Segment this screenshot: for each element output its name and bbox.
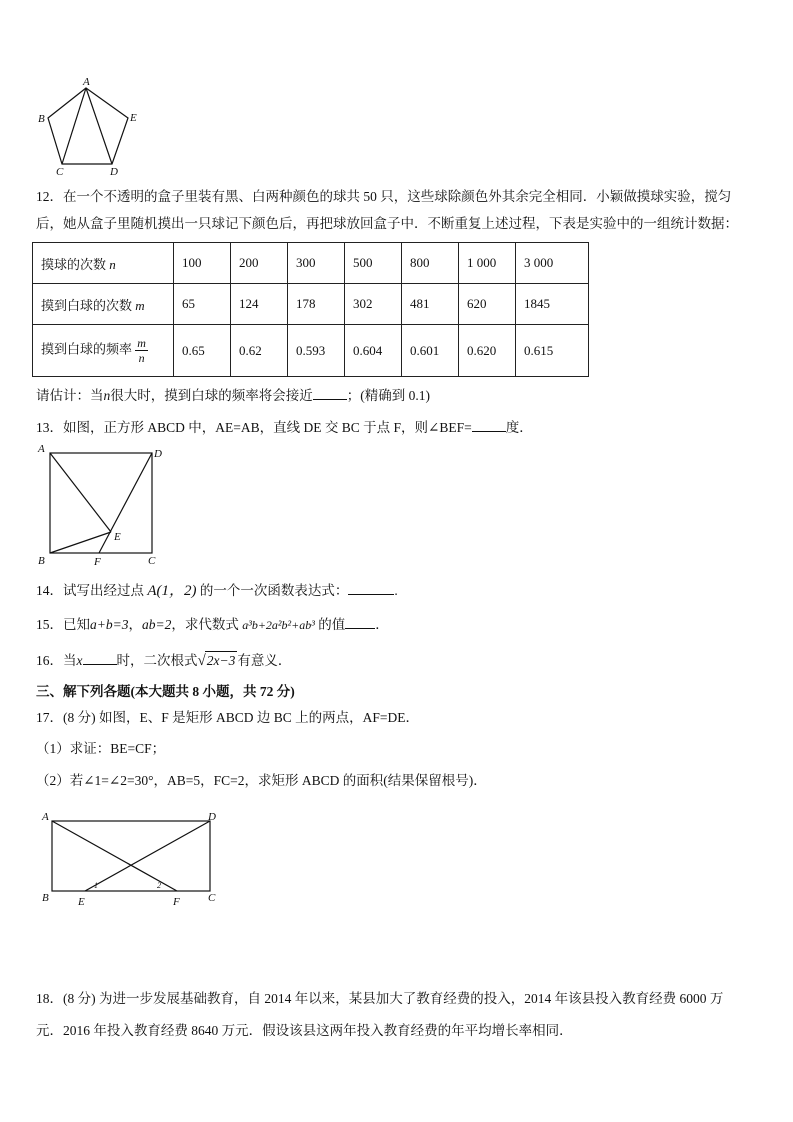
answer-blank[interactable] [345, 616, 375, 629]
answer-blank[interactable] [313, 387, 347, 400]
label-A: A [83, 76, 90, 88]
label-B: B [38, 555, 45, 567]
table-cell: 500 [345, 243, 402, 284]
table-cell: 0.615 [516, 325, 589, 377]
angle-label-1: 1 [94, 881, 98, 890]
row-header: 摸到白球的次数 m [33, 284, 174, 325]
q18-line1: 18．(8 分) 为进一步发展基础教育，自 2014 年以来，某县加大了教育经费的投入，2014 年该县投入教育经费 6000 万 [36, 991, 724, 1006]
table-cell: 0.601 [402, 325, 459, 377]
label-B: B [38, 113, 45, 125]
table-cell: 0.593 [288, 325, 345, 377]
section-title: 三、解下列各题(本大题共 8 小题，共 72 分) [36, 684, 295, 699]
table-cell: 0.65 [174, 325, 231, 377]
q17-part1: （1）求证：BE=CF； [36, 741, 166, 756]
label-B: B [42, 892, 49, 904]
label-F: F [94, 556, 101, 568]
label-D: D [154, 448, 162, 460]
q15-text: 15．已知a+b=3，ab=2，求代数式 a³b+2a²b²+ab³ 的值 ． [36, 617, 389, 632]
table-cell: 1845 [516, 284, 589, 325]
table-cell: 124 [231, 284, 288, 325]
label-F: F [173, 896, 180, 908]
fraction-m-over-n: $\frac{m}{n}$ [137, 336, 146, 365]
label-E: E [78, 896, 85, 908]
label-C: C [148, 555, 156, 567]
q17-stem: 17．(8 分) 如图，E、F 是矩形 ABCD 边 BC 上的两点，AF=DE． [36, 710, 420, 725]
angle-label-2: 2 [157, 881, 161, 890]
q12-estimate: 请估计：当n很大时，摸到白球的频率将会接近 ；(精确到 0.1) [36, 388, 430, 403]
table-cell: 100 [174, 243, 231, 284]
statistics-table [32, 242, 589, 377]
row-header: 摸到白球的频率 $\frac{m}{n}$ [33, 325, 174, 377]
table-cell: 300 [288, 243, 345, 284]
table-cell: 0.62 [231, 325, 288, 377]
table-cell: 1 000 [459, 243, 516, 284]
table-cell: 178 [288, 284, 345, 325]
table-row [33, 325, 589, 377]
row-header: 摸球的次数 n [33, 243, 174, 284]
table-cell: 0.620 [459, 325, 516, 377]
q18-line2: 元．2016 年投入教育经费 8640 万元．假设该县这两年投入教育经费的年平均增长率相同． [36, 1023, 573, 1038]
q17-part2: （2）若∠1=∠2=30°，AB=5，FC=2，求矩形 ABCD 的面积(结果保留根号)． [36, 773, 487, 788]
table-cell: 200 [231, 243, 288, 284]
table-cell: 3 000 [516, 243, 589, 284]
table-row [33, 243, 589, 284]
q14-text: 14．试写出经过点 A(1，2) 的一个一次函数表达式： . [36, 583, 398, 599]
square-figure [34, 442, 169, 572]
label-E: E [130, 112, 137, 124]
q13-text: 13．如图，正方形 ABCD 中，AE=AB，直线 DE 交 BC 于点 F，则∠BEF= 度． [36, 420, 533, 435]
answer-blank[interactable] [348, 582, 394, 595]
table-cell: 620 [459, 284, 516, 325]
label-C: C [56, 166, 64, 176]
label-D: D [110, 166, 118, 176]
q16-text: 16．当x 时，二次根式√2x−3 有意义． [36, 653, 292, 669]
answer-blank[interactable] [83, 652, 117, 665]
q12-line1: 12．在一个不透明的盒子里装有黑、白两种颜色的球共 50 只，这些球除颜色外其余完全相同．小颖做摸球实验，搅匀 [36, 189, 732, 204]
answer-blank[interactable] [472, 419, 506, 432]
label-C: C [208, 892, 216, 904]
label-E: E [114, 531, 121, 543]
table-cell: 302 [345, 284, 402, 325]
label-A: A [42, 811, 49, 823]
q12-line2: 后，她从盒子里随机摸出一只球记下颜色后，再把球放回盒子中．不断重复上述过程，下表是实验中的一组统计数据： [36, 216, 738, 231]
table-cell: 481 [402, 284, 459, 325]
table-row [33, 284, 589, 325]
table-cell: 0.604 [345, 325, 402, 377]
label-D: D [208, 811, 216, 823]
label-A: A [38, 443, 45, 455]
rectangle-figure [36, 808, 226, 908]
table-cell: 800 [402, 243, 459, 284]
radicand: 2x−3 [206, 653, 236, 668]
table-cell: 65 [174, 284, 231, 325]
pentagon-figure [36, 76, 146, 176]
